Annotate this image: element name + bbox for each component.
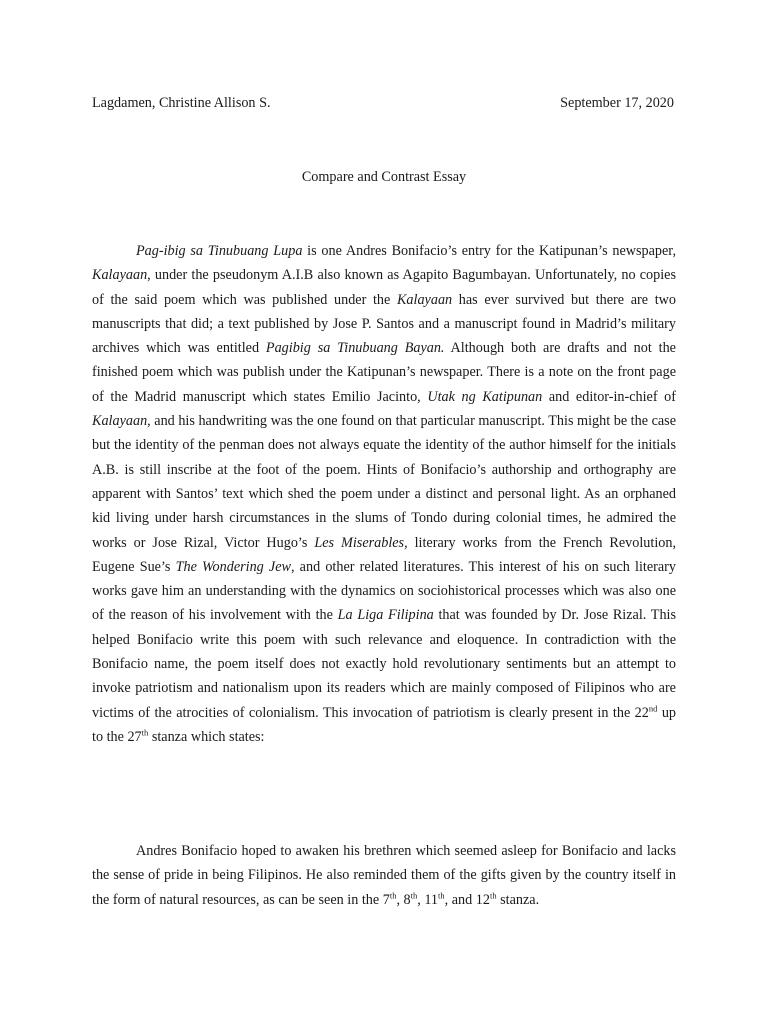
body-text: up to the 27 [92, 704, 677, 745]
italic-text: Kalayaan [396, 291, 453, 308]
body-text: Andres Bonifacio hoped to awaken his brethren which seemed asleep for Bonifacio and lacks the sense of pride in being Filipinos. He also reminded them of the gifts given by the country itself in the form of natural resources, as can be seen in the 7 [92, 843, 676, 908]
body-text: has ever survived but there are two manuscripts that did; a text published by Jose P. Santos and a manuscript found in Madrid’s military archives which was entitled [92, 291, 676, 357]
superscript: nd [648, 702, 658, 713]
superscript: th [389, 889, 397, 900]
italic-text: Les Miserables [314, 534, 405, 551]
body-text: , 8 [396, 891, 411, 908]
body-text: stanza which states: [148, 728, 265, 745]
italic-text: Utak ng Katipunan [427, 388, 543, 405]
document-date: September 17, 2020 [560, 95, 674, 111]
italic-text: Kalayaan, [92, 267, 151, 284]
author-name: Lagdamen, Christine Allison S. [92, 95, 271, 111]
body-text: stanza. [496, 891, 540, 908]
body-text: , literary works from the French Revolution, Eugene Sue’s [92, 534, 676, 575]
italic-text: The Wondering Jew [175, 558, 291, 575]
body-text: , and 12 [444, 891, 490, 908]
document-title: Compare and Contrast Essay [301, 169, 467, 185]
italic-text: La Liga Filipina [337, 607, 434, 624]
superscript: th [489, 889, 497, 900]
document-header [92, 94, 674, 112]
body-text: , and his handwriting was the one found on that particular manuscript. This might be the case but the identity of the penman does not always equate the identity of the author himself for the initials A.B. is still inscribe at the foot of the poem. Hints of Bonifacio’s authorship and orthography are apparent with Santos’ text which shed the poem under a distinct and personal light. As an orphaned kid living under harsh circumstances in the slums of Tondo during colonial times, he admired the works or Jose Rizal, Victor Hugo’s [92, 413, 676, 551]
body-text: Although both are drafts and not the finished poem which was publish under the Katipunan’s newspaper. There is a note on the front page of the Madrid manuscript which states Emilio Jacinto, [92, 340, 676, 405]
body-text: under the pseudonym A.I.B also known as Agapito Bagumbayan. Unfortunately, no copies of the said poem which was published under the [92, 267, 676, 308]
body-text: and editor-in-chief of [542, 388, 676, 405]
italic-text: Pag-ibig sa Tinubuang Lupa [136, 243, 303, 259]
body-text: , and other related literatures. This interest of his on such literary works gave him an understanding with the dynamics on sociohistorical processes which was also one of the reason of his involvement with the [92, 558, 676, 624]
superscript: th [410, 889, 418, 900]
body-text: that was founded by Dr. Jose Rizal. This helped Bonifacio write this poem with such relevance and eloquence. In contradiction with the Bonifacio name, the poem itself does not exactly hold revolutionary sentiments but an attempt to invoke patriotism and nationalism upon its readers which are mainly composed of Filipinos who are victims of the atrocities of colonialism. This invocation of patriotism is clearly present in the 22 [92, 607, 677, 721]
superscript: th [438, 889, 445, 900]
italic-text: Kalayaan [92, 413, 148, 430]
paragraph-1 [92, 239, 676, 749]
body-text: , 11 [417, 891, 439, 908]
italic-text: Pagibig sa Tinubuang Bayan. [265, 340, 445, 357]
body-text: is one Andres Bonifacio’s entry for the Katipunan’s newspaper, [302, 243, 676, 259]
superscript: th [141, 727, 149, 738]
paragraph-2 [92, 839, 676, 912]
